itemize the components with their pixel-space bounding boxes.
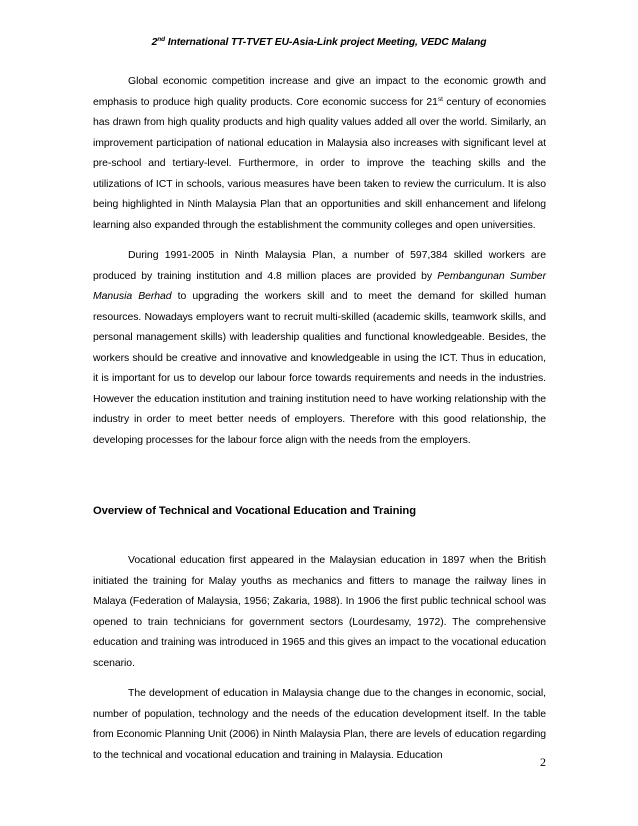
header-ordinal-number: 2 bbox=[151, 37, 158, 48]
section-heading-overview: Overview of Technical and Vocational Education and Training bbox=[93, 505, 416, 517]
document-body bbox=[93, 72, 546, 766]
paragraph-2-text-b: to upgrading the workers skill and to meet the demand for skilled human resources. Nowadays employers want to recruit multi-skilled (academic skills, teamwork skills, and personal management skills) with leadership qualities and functional knowledgeable. Besides, the workers should be creative and innovative and knowledgeable in using the ICT. Thus in education, it is important for us to develop our labour force towards requirements and needs in the industries. However the education institution and training institution need to have working relationship with the industry in order to meet better needs of employers. Therefore with this good relationship, the developing processes for the labour force align with the needs from the employers. bbox=[93, 291, 547, 446]
paragraph-ninth-malaysia-plan bbox=[93, 246, 546, 451]
paragraph-education-development: The development of education in Malaysia change due to the changes in economic, social, number of population, technology and the needs of the education development itself. In the table from Economic Planning Unit (2006) in Ninth Malaysia Plan, there are levels of education regarding to the technical and vocational education and training in Malaysia. Education bbox=[93, 688, 546, 761]
header-title: International TT-TVET EU-Asia-Link project Meeting, VEDC Malang bbox=[164, 37, 487, 48]
paragraph-1-text-b: century of economies has drawn from high quality products and high quality values added all over the world. Similarly, an improvement participation of national education in Malaysia also increases with significant level at pre-school and tertiary-level. Furthermore, in order to improve the teaching skills and the utilizations of ICT in schools, various measures have been taken to review the curriculum. It is also being highlighted in Ninth Malaysia Plan that an opportunities and skill enhancement and lifelong learning also expanded through the establishment the community colleges and open universities. bbox=[93, 96, 546, 231]
paragraph-2-text-a: During 1991-2005 in Ninth Malaysia Plan, a number of 597,384 skilled workers are produced by training institution and 4.8 million places are provided by bbox=[93, 250, 546, 282]
paragraph-1-text-a: Global economic competition increase and give an impact to the economic growth and emphasis to produce high quality products. Core economic success for 21 bbox=[93, 76, 546, 108]
page-number: 2 bbox=[540, 755, 546, 769]
paragraph-1-superscript: st bbox=[437, 95, 443, 103]
paragraph-2-italic-name: Pembangunan Sumber Manusia Berhad bbox=[93, 270, 546, 302]
header-ordinal-suffix: nd bbox=[157, 36, 165, 43]
paragraph-vocational-history: Vocational education first appeared in the Malaysian education in 1897 when the British initiated the training for Malay youths as mechanics and fitters to manage the railway lines in Malaya (Federation of Malaysia, 1956; Zakaria, 1988). In 1906 the first public technical school was opened to train technicians for government sectors (Lourdesamy, 1972). The comprehensive education and training was introduced in 1965 and this gives an impact to the vocational education scenario. bbox=[93, 555, 546, 669]
paragraph-economic-competition bbox=[93, 72, 546, 236]
page-header bbox=[0, 37, 638, 48]
